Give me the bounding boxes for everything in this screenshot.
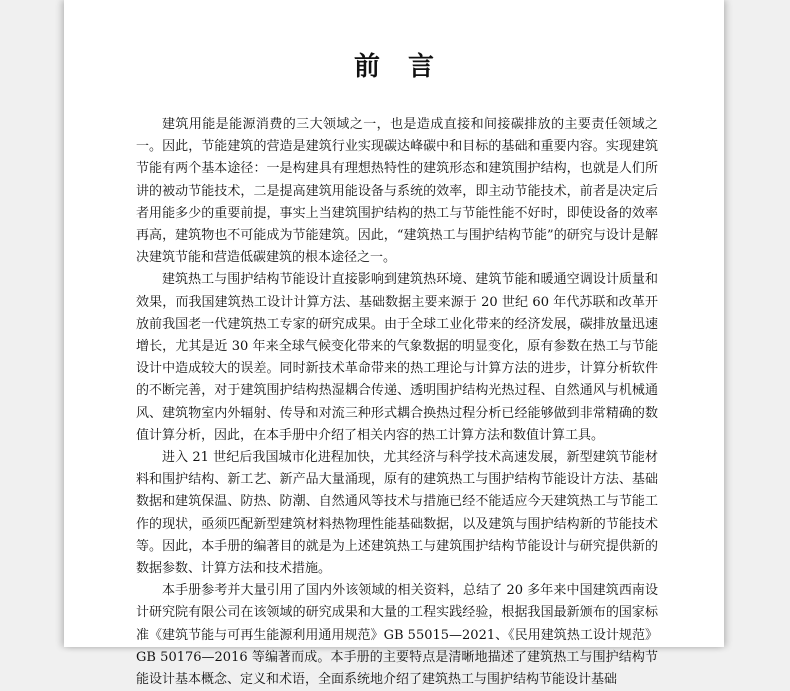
paragraph: 建筑热工与围护结构节能设计直接影响到建筑热环境、建筑节能和暖通空调设计质量和效果，而我国建筑热工设计计算方法、基础数据主要来源于 20 世纪 60 年代苏联和改革开放前我国老一代建筑热工专家的研究成果。由于全球工业化带来的经济发展，碳排放量迅速增长，尤其是近 30 年来全球气候变化带来的气象数据的明显变化，原有参数在热工与节能设计中造成较大的误差。同时新技术革命带来的热工理论与计算方法的进步，计算分析软件的不断完善，对于建筑围护结构热湿耦合传递、透明围护结构光热过程、自然通风与机械通风、建筑物室内外辐射、传导和对流三种形式耦合换热过程分析已经能够做到非常精确的数值计算分析，因此，在本手册中介绍了相关内容的热工计算方法和数值计算工具。 xyxy=(136,272,658,443)
paragraph: 建筑用能是能源消费的三大领域之一，也是造成直接和间接碳排放的主要责任领域之一。因此，节能建筑的营造是建筑行业实现碳达峰碳中和目标的基础和重要内容。实现建筑节能有两个基本途径：一是构建具有理想热特性的建筑形态和建筑围护结构，也就是人们所讲的被动节能技术，二是提高建筑用能设备与系统的效率，即主动节能技术，前者是决定后者用能多少的重要前提，事实上当建筑围护结构的热工与节能性能不好时，即使设备的效率再高，建筑物也不可能成为节能建筑。因此，“建筑热工与围护结构节能”的研究与设计是解决建筑节能和营造低碳建筑的根本途径之一。 xyxy=(136,117,658,266)
paragraph: 进入 21 世纪后我国城市化进程加快，尤其经济与科学技术高速发展，新型建筑节能材料和围护结构、新工艺、新产品大量涌现，原有的建筑热工与围护结构节能设计方法、基础数据和建筑保温、防热、防潮、自然通风等技术与措施已经不能适应今天建筑热工与节能工作的现状，亟须匹配新型建筑材料热物理性能基础数据，以及建筑与围护结构新的节能技术等。因此，本手册的编著目的就是为上述建筑热工与建筑围护结构节能设计与研究提供新的数据参数、计算方法和技术措施。 xyxy=(136,450,658,577)
document-page xyxy=(64,0,724,688)
page-title: 前言 xyxy=(353,52,462,82)
paragraph: 本手册参考并大量引用了国内外该领域的相关资料，总结了 20 多年来中国建筑西南设计研究院有限公司在该领域的研究成果和大量的工程实践经验，根据我国最新颁布的国家标准《建筑节能与可再生能源利用通用规范》GB 55015—2021、《民用建筑热工设计规范》GB 50176—2016 等编著而成。本手册的主要特点是清晰地描述了建筑热工与围护结构节能设计基本概念、定义和术语，全面系统地介绍了建筑热工与围护结构节能设计基础 xyxy=(136,583,658,688)
document-body xyxy=(136,114,658,691)
